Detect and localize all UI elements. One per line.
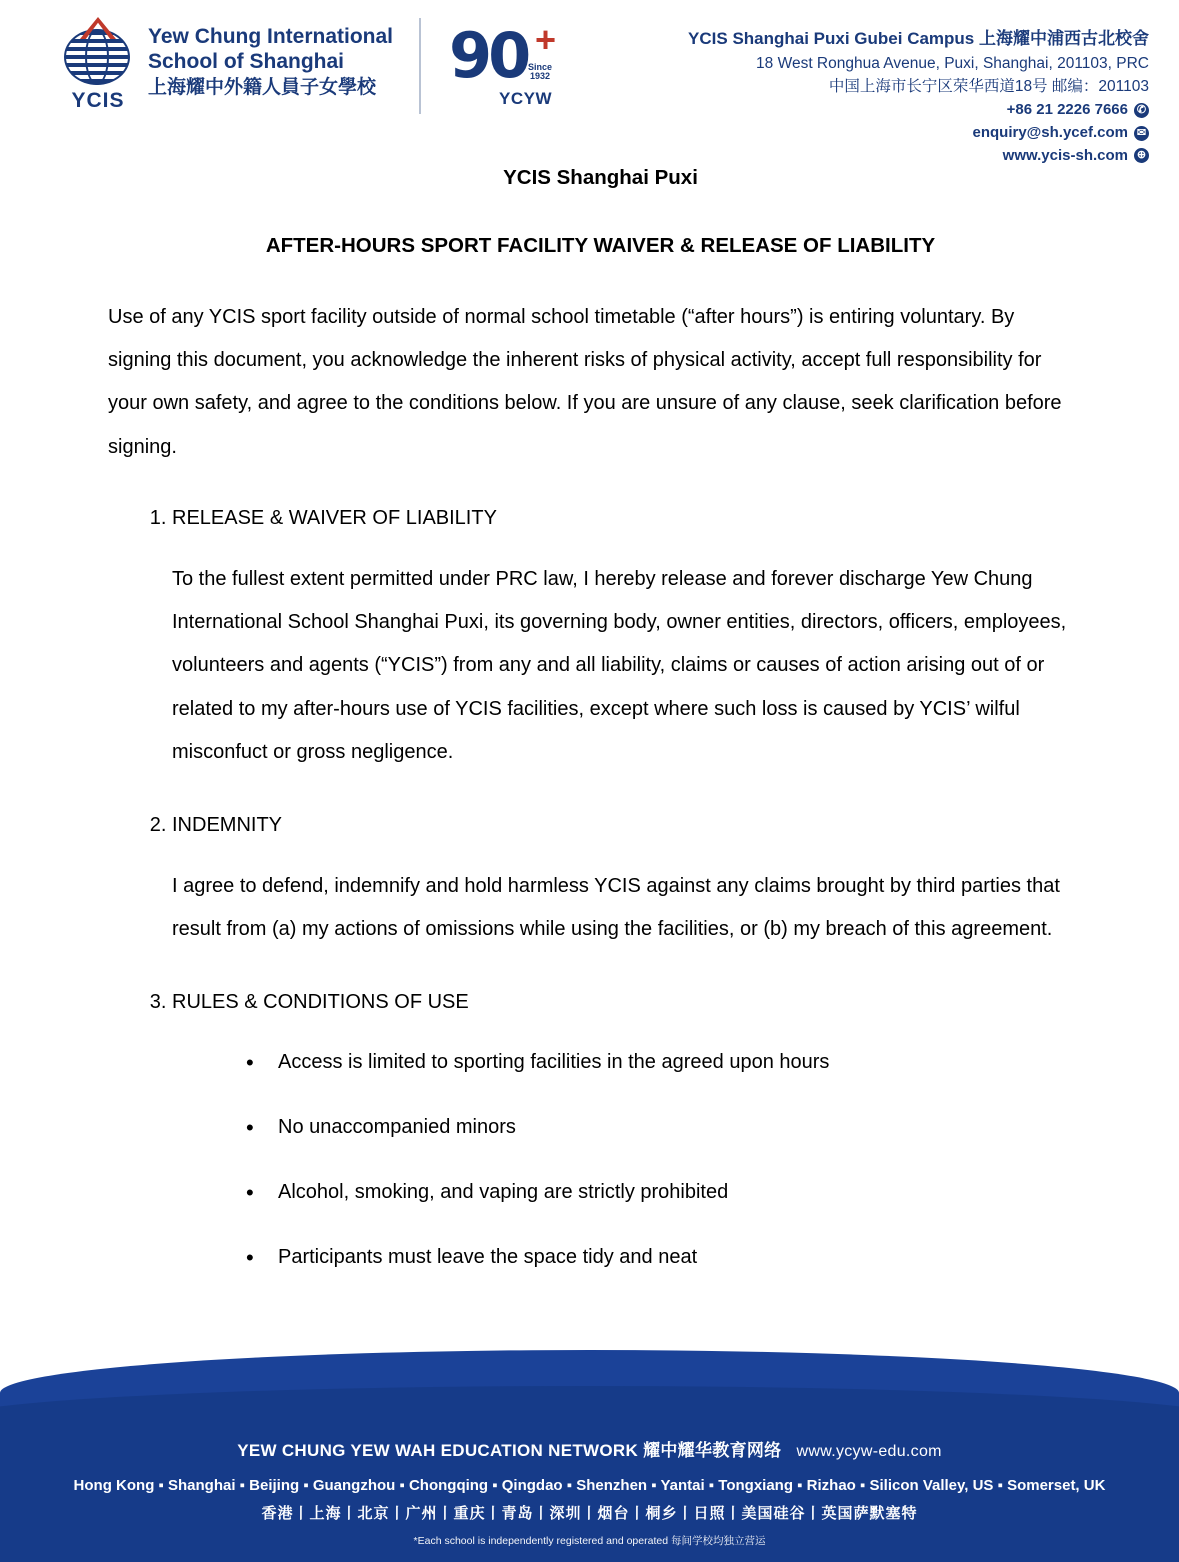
header-contact-block	[688, 12, 1149, 167]
footer-cities-cn: 香港丨上海丨北京丨广州丨重庆丨青岛丨深圳丨烟台丨桐乡丨日照丨美国硅谷丨英国萨默塞特	[261, 1505, 918, 1522]
ycyw-plus: +	[535, 19, 557, 60]
header-divider	[419, 18, 421, 114]
footer-content	[0, 1436, 1179, 1548]
address-en: 18 West Ronghua Avenue, Puxi, Shanghai, 201103, PRC	[756, 54, 1149, 72]
clause-heading: RULES & CONDITIONS OF USE	[172, 991, 469, 1014]
clause-body: To the fullest extent permitted under PRC law, I hereby release and forever discharge Yew Chung International School Shanghai Puxi, its governing body, owner entities, directors, officers, employees, volunteers and agents (“YCIS”) from any and all liability, claims or causes of action arising out of or related to my after-hours use of YCIS facilities, except where such loss is caused by YCIS’ wilful misconfuct or gross negligence.	[172, 567, 1067, 763]
document-body	[0, 140, 1179, 1279]
clause-item-3	[172, 981, 1093, 1279]
list-item: • Access is limited to sporting facilities in the agreed upon hours	[246, 1041, 1093, 1084]
ycyw-wordmark: YCYW	[499, 89, 553, 108]
ycyw-numeral: 90	[449, 19, 528, 92]
header-logos	[60, 12, 567, 114]
ycis-wordmark: YCIS	[71, 89, 125, 112]
school-name	[148, 15, 393, 99]
campus-name: YCIS Shanghai Puxi Gubei Campus 上海耀中浦西古北校舍	[688, 29, 1149, 48]
phone-row	[688, 99, 1149, 122]
clause-body: I agree to defend, indemnify and hold harmless YCIS against any claims brought by third parties that result from (a) my actions of omissions while using the facilities, or (b) my breach of this agreement.	[172, 875, 1060, 941]
clause-item-2	[172, 804, 1093, 952]
website-row[interactable]	[688, 145, 1149, 168]
phone-icon: ✆	[1134, 103, 1149, 118]
school-name-en-line2: School of Shanghai	[148, 49, 345, 73]
clause-heading: RELEASE & WAIVER OF LIABILITY	[172, 506, 497, 529]
address-cn: 中国上海市长宁区荣华西道18号 邮编：201103	[828, 78, 1149, 96]
footer-note: *Each school is independently registered and operated 每间学校均独立营运	[413, 1535, 766, 1547]
list-item: • No unaccompanied minors	[246, 1106, 1093, 1149]
footer-network-url[interactable]: www.ycyw-edu.com	[796, 1443, 942, 1460]
footer-cities-en: Hong Kong ▪ Shanghai ▪ Beijing ▪ Guangzhou ▪ Chongqing ▪ Qingdao ▪ Shenzhen ▪ Yantai ▪ Tongxiang ▪ Rizhao ▪ Silicon Valley, US ▪ Somerset, UK	[73, 1477, 1106, 1494]
page-title: YCIS Shanghai Puxi	[503, 166, 698, 189]
footer-network-label: YEW CHUNG YEW WAH EDUCATION NETWORK 耀中耀华教育网络	[237, 1441, 782, 1460]
page-footer	[0, 1350, 1179, 1562]
school-name-cn: 上海耀中外籍人員子女學校	[148, 76, 377, 98]
list-item: • Alcohol, smoking, and vaping are strictly prohibited	[246, 1171, 1093, 1214]
ycis-globe-icon	[60, 15, 136, 111]
globe-icon: ⊕	[1134, 148, 1149, 163]
email-address[interactable]: enquiry@sh.ycef.com	[972, 123, 1128, 141]
rules-list	[172, 1041, 1093, 1280]
email-row[interactable]	[688, 122, 1149, 145]
school-name-en-line1: Yew Chung International	[148, 25, 394, 48]
clause-item-1	[172, 497, 1093, 774]
phone-number: +86 21 2226 7666	[1006, 100, 1128, 118]
list-item: • Participants must leave the space tidy and neat	[246, 1236, 1093, 1279]
intro-paragraph: Use of any YCIS sport facility outside of normal school timetable (“after hours”) is entiring voluntary. By signing this document, you acknowledge the inherent risks of physical activity, accept full responsibility for your own safety, and agree to the conditions below. If you are unsure of any clause, seek clarification before signing.	[108, 306, 1062, 458]
clause-heading: INDEMNITY	[172, 813, 282, 836]
ycyw-since-label: Since 1932	[528, 62, 553, 82]
clause-list	[108, 497, 1093, 1280]
ycis-logo	[60, 15, 393, 111]
website-url[interactable]: www.ycis-sh.com	[1002, 146, 1128, 164]
page-header	[0, 0, 1179, 164]
ycyw-90-logo	[447, 13, 567, 113]
envelope-icon: ✉	[1134, 126, 1149, 141]
footer-network-title	[0, 1436, 1179, 1461]
page-subtitle: AFTER-HOURS SPORT FACILITY WAIVER & RELEASE OF LIABILITY	[265, 234, 936, 257]
